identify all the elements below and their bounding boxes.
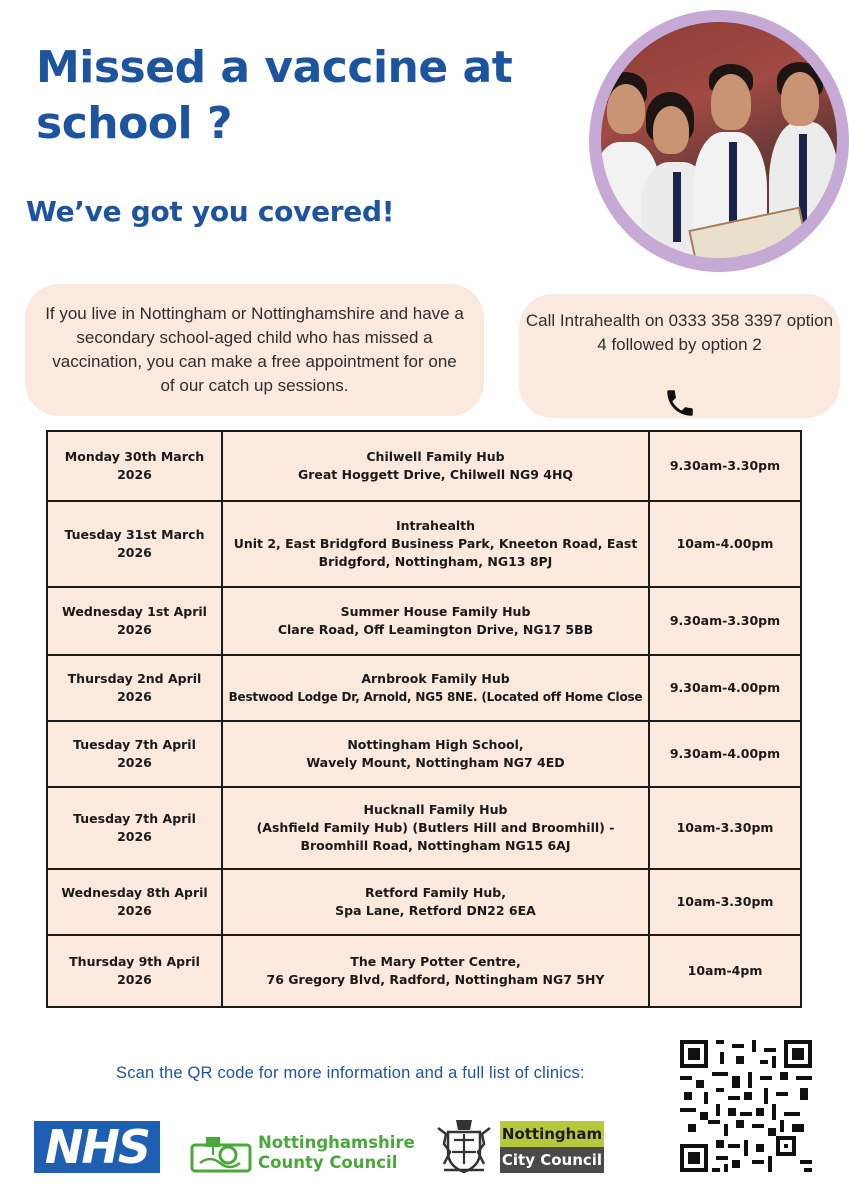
page-title: Missed a vaccine at school ?: [36, 42, 513, 149]
clinic-date: Thursday 9th April 2026: [47, 935, 222, 1007]
table-row: [47, 869, 801, 935]
call-text: Call Intrahealth on 0333 358 3397 option 4 followed by option 2: [525, 311, 834, 354]
venue-name: Summer House Family Hub: [340, 604, 531, 619]
info-text: If you live in Nottingham or Nottinghamshire and have a secondary school-aged child who has missed a vaccination, you can make a free appointment for one of our catch up sessions.: [45, 304, 464, 395]
clinic-venue: [222, 869, 649, 935]
venue-address: (Ashfield Family Hub) (Butlers Hill and Broomhill) - Broomhill Road, Nottingham NG15 6AJ: [256, 820, 615, 853]
venue-address: Spa Lane, Retford DN22 6EA: [335, 903, 536, 918]
venue-name: Hucknall Family Hub: [363, 802, 508, 817]
clinic-date: Thursday 2nd April 2026: [47, 655, 222, 721]
county-council-name-line1: Nottinghamshire: [258, 1133, 415, 1152]
table-row: [47, 721, 801, 787]
city-crest-icon: [434, 1118, 494, 1176]
clinic-venue: [222, 655, 649, 721]
city-council-name-top: Nottingham: [500, 1121, 604, 1147]
clinic-time: 10am-3.30pm: [649, 869, 801, 935]
table-row: [47, 935, 801, 1007]
clinic-time: 9.30am-4.00pm: [649, 655, 801, 721]
venue-name: Intrahealth: [395, 518, 476, 533]
clinic-schedule-table: [46, 430, 802, 1008]
venue-address: Great Hoggett Drive, Chilwell NG9 4HQ: [297, 467, 574, 482]
clinic-date: Wednesday 1st April 2026: [47, 587, 222, 655]
clinic-venue: [222, 787, 649, 869]
clinic-venue: [222, 501, 649, 587]
clinic-time: 10am-4.00pm: [649, 501, 801, 587]
venue-address: Bestwood Lodge Dr, Arnold, NG5 8NE. (Located off Home Close: [228, 690, 643, 704]
table-row: [47, 501, 801, 587]
table-row: [47, 655, 801, 721]
nhs-logo: NHS: [34, 1121, 160, 1173]
clinic-venue: [222, 587, 649, 655]
clinic-date: Wednesday 8th April 2026: [47, 869, 222, 935]
venue-address: 76 Gregory Blvd, Radford, Nottingham NG7 5HY: [266, 972, 605, 987]
clinic-time: 9.30am-3.30pm: [649, 431, 801, 501]
venue-name: Nottingham High School,: [347, 737, 524, 752]
nottingham-city-council-logo: [500, 1121, 604, 1173]
phone-icon: [663, 386, 697, 420]
venue-address: Unit 2, East Bridgford Business Park, Kneeton Road, East Bridgford, Nottingham, NG13 8PJ: [233, 536, 638, 569]
clinic-date: Tuesday 7th April 2026: [47, 787, 222, 869]
students-photo: [589, 10, 849, 272]
clinic-date: Monday 30th March 2026: [47, 431, 222, 501]
clinic-venue: [222, 721, 649, 787]
info-bubble: [25, 284, 484, 416]
clinic-venue: [222, 935, 649, 1007]
clinic-time: 10am-3.30pm: [649, 787, 801, 869]
table-row: [47, 787, 801, 869]
city-council-name-bottom: City Council: [500, 1147, 604, 1173]
venue-name: Arnbrook Family Hub: [361, 671, 510, 686]
clinic-time: 10am-4pm: [649, 935, 801, 1007]
table-row: [47, 587, 801, 655]
clinic-date: Tuesday 7th April 2026: [47, 721, 222, 787]
qr-code[interactable]: [680, 1040, 812, 1172]
venue-address: Wavely Mount, Nottingham NG7 4ED: [306, 755, 565, 770]
county-council-name-line2: County Council: [258, 1153, 398, 1172]
page-subtitle: We’ve got you covered!: [26, 195, 395, 228]
table-row: [47, 431, 801, 501]
clinic-date: Tuesday 31st March 2026: [47, 501, 222, 587]
venue-address: Clare Road, Off Leamington Drive, NG17 5BB: [277, 622, 594, 637]
clinic-venue: [222, 431, 649, 501]
clinic-time: 9.30am-4.00pm: [649, 721, 801, 787]
venue-name: The Mary Potter Centre,: [350, 954, 521, 969]
scan-qr-text: Scan the QR code for more information and a full list of clinics:: [116, 1064, 585, 1082]
venue-name: Chilwell Family Hub: [366, 449, 505, 464]
venue-name: Retford Family Hub,: [365, 885, 506, 900]
county-council-mark-icon: [190, 1133, 252, 1173]
clinic-time: 9.30am-3.30pm: [649, 587, 801, 655]
